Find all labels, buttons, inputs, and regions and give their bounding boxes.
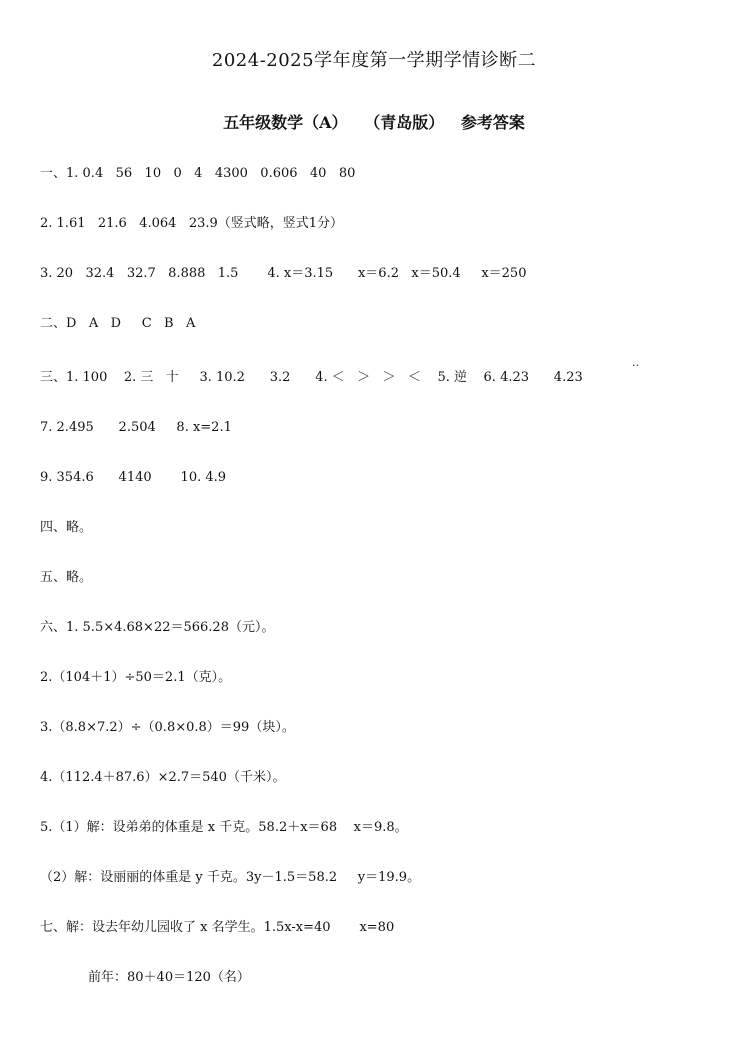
answer-line-2: 2. 1.61 21.6 4.064 23.9（竖式略，竖式1分） <box>40 216 344 231</box>
answer-line-17: 前年：80＋40＝120（名） <box>88 970 250 985</box>
repeating-decimal-dots: ·· <box>632 359 639 372</box>
answer-line-11: 2.（104＋1）÷50＝2.1（克）。 <box>40 670 232 685</box>
answer-line-15: （2）解：设丽丽的体重是 y 千克。3y－1.5＝58.2 y＝19.9。 <box>40 870 421 885</box>
answer-line-6: 7. 2.495 2.504 8. x=2.1 <box>40 420 232 435</box>
answer-line-3: 3. 20 32.4 32.7 8.888 1.5 4. x＝3.15 x＝6.2 x＝50.4 x＝250 <box>40 266 527 281</box>
document-title: 2024-2025学年度第一学期学情诊断二 <box>211 50 537 71</box>
answer-line-8: 四、略。 <box>40 520 93 535</box>
answer-line-12: 3.（8.8×7.2）÷（0.8×0.8）＝99（块）。 <box>40 720 295 735</box>
answer-line-4: 二、D A D C B A <box>40 316 196 331</box>
answer-line-13: 4.（112.4＋87.6）×2.7＝540（千米）。 <box>40 770 286 785</box>
answer-line-10: 六、1. 5.5×4.68×22＝566.28（元）。 <box>40 620 275 635</box>
document-subtitle: 五年级数学（A） （青岛版） 参考答案 <box>223 113 525 132</box>
answer-line-9: 五、略。 <box>40 570 93 585</box>
answer-line-14: 5.（1）解：设弟弟的体重是 x 千克。58.2＋x＝68 x＝9.8。 <box>40 820 408 835</box>
answer-line-16: 七、解：设去年幼儿园收了 x 名学生。1.5x-x=40 x=80 <box>40 920 395 935</box>
answer-line-1: 一、1. 0.4 56 10 0 4 4300 0.606 40 80 <box>40 166 356 181</box>
answer-line-7: 9. 354.6 4140 10. 4.9 <box>40 470 227 485</box>
answer-line-5: 三、1. 100 2. 三 十 3. 10.2 3.2 4. ＜ ＞ ＞ ＜ 5. 逆 6. 4.23 4.23 <box>40 370 583 385</box>
